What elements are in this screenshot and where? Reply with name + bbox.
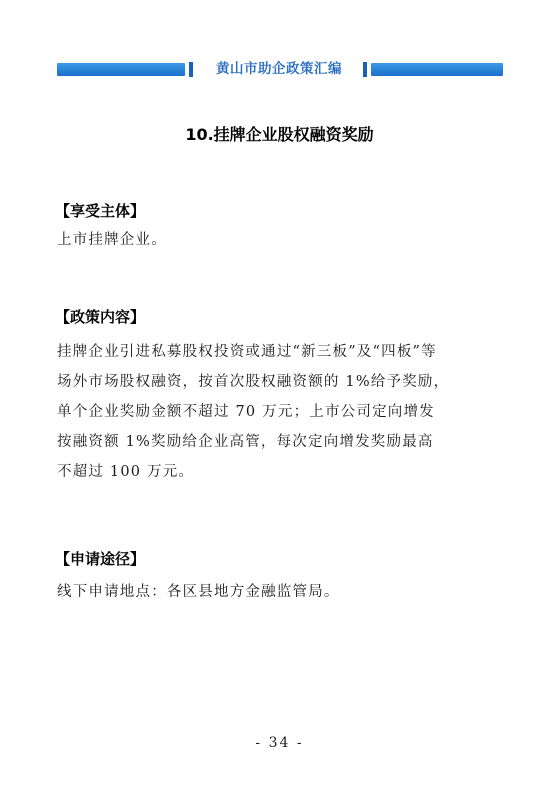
header-tick-left (189, 62, 193, 77)
section-heading-application: 【申请途径】 (55, 550, 146, 568)
paragraph-line: 按融资额 1%奖励给企业高管，每次定向增发奖励最高 (57, 434, 434, 450)
paragraph-line: 单个企业奖励金额不超过 70 万元；上市公司定向增发 (57, 404, 435, 420)
document-title: 10.挂牌企业股权融资奖励 (185, 125, 374, 144)
page-number: - 34 - (255, 735, 304, 751)
paragraph-line: 不超过 100 万元。 (57, 464, 195, 480)
paragraph-line: 场外市场股权融资，按首次股权融资额的 1%给予奖励， (57, 374, 450, 390)
section-body-eligibility (57, 225, 503, 255)
header-bar-left (57, 63, 185, 76)
header-tick-right (363, 62, 367, 77)
page-header (57, 61, 503, 78)
section-heading-eligibility: 【享受主体】 (55, 202, 146, 220)
header-title: 黄山市助企政策汇编 (216, 61, 342, 77)
section-body-application (57, 577, 503, 607)
header-bar-right (371, 63, 503, 76)
paragraph-line: 线下申请地点：各区县地方金融监管局。 (57, 584, 340, 600)
section-heading-policy-content: 【政策内容】 (55, 308, 146, 326)
section-body-policy-content (57, 337, 503, 487)
paragraph-line: 挂牌企业引进私募股权投资或通过“新三板”及“四板”等 (57, 344, 437, 360)
paragraph-line: 上市挂牌企业。 (57, 232, 167, 248)
